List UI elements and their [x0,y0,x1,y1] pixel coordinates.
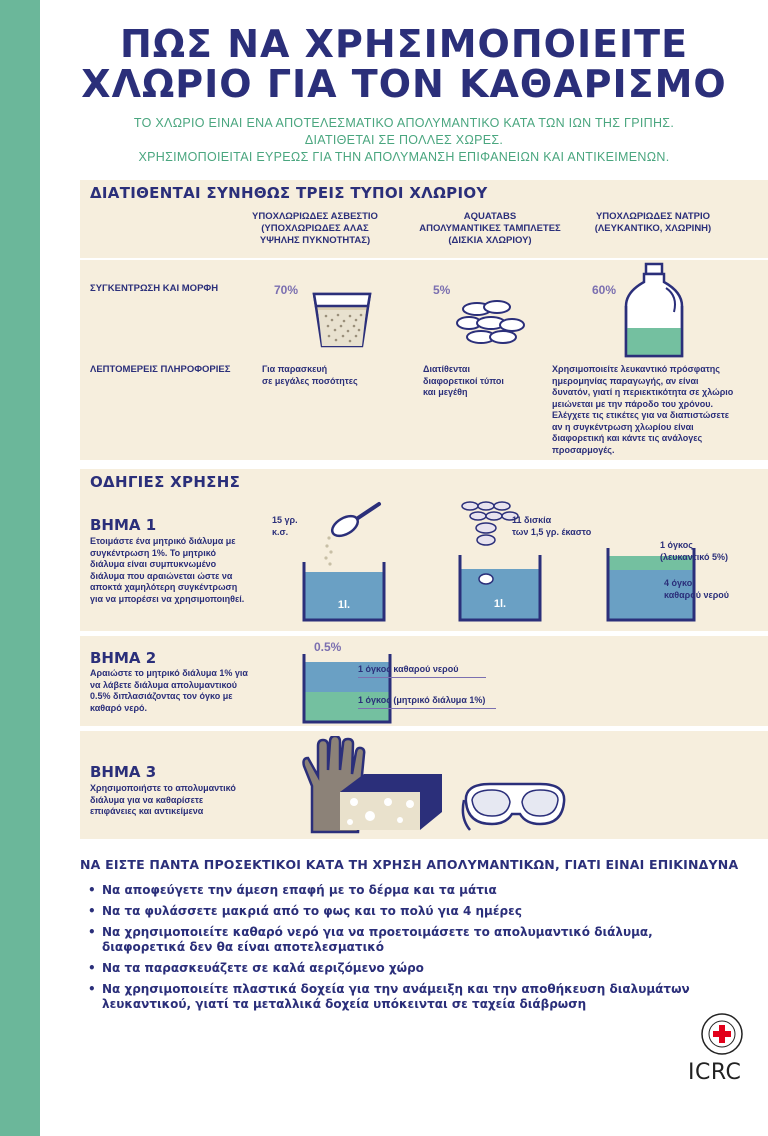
label-underline [358,677,486,678]
detail-line: μειώνεται με την πάροδο του χρόνου. [552,398,713,409]
powder-cup-icon [308,286,376,348]
detail-line: διαφορετική και κάντε τις ανάλογες [552,433,703,443]
icrc-logo-text: ICRC [688,1060,742,1085]
warning-heading: ΝΑ ΕΙΣΤΕ ΠΑΝΤΑ ΠΡΟΣΕΚΤΙΚΟΙ ΚΑΤΑ ΤΗ ΧΡΗΣΗ ΑΠΟΛΥΜΑΝΤΙΚΩΝ, ΓΙΑΤΙ ΕΙΝΑΙ ΕΠΙΚΙΝΔΥΝΑ [80,857,739,872]
bucket-icon [458,555,542,622]
step-text-line: Ετοιμάστε ένα μητρικό διάλυμα με [90,536,236,546]
step2-title: ΒΗΜΑ 2 [90,649,157,667]
label-line: 1 όγκος [660,540,693,550]
list-item: • Να τα φυλάσσετε μακριά από το φως και το πολύ για 4 ημέρες [88,904,728,919]
label-line: 15 γρ. [272,515,298,525]
step3-title: ΒΗΜΑ 3 [90,763,157,781]
page-title-line-1: ΠΩΣ ΝΑ ΧΡΗΣΙΜΟΠΟΙΕΙΤΕ [119,22,689,66]
bleach-volume-label [660,540,728,563]
column-header-line: AQUATABS [463,211,517,222]
spoon-label [272,515,298,538]
column-header-sodium [578,211,728,235]
step-text-line: συγκέντρωση 1%. Το μητρικό [90,547,216,558]
detail-line: διαφορετικοί τύποι [423,375,504,386]
label-line: (λευκαντικό 5%) [660,551,729,562]
diluted-percent: 0.5% [314,640,342,654]
left-accent-bar [0,0,40,1136]
chlorine-tablets-icon [455,295,527,347]
detail-line: δυνατόν, γιατί η περιεκτικότητα σε χλώριο [552,387,734,397]
safety-goggles-icon [460,778,572,834]
step-text-line: να λάβετε διάλυμα απολυμαντικού [90,679,237,690]
column-header-line: (ΛΕΥΚΑΝΤΙΚΟ, ΧΛΩΡΙΝΗ) [594,223,712,234]
measuring-spoon-icon [315,500,385,570]
detail-aquatabs [423,364,553,399]
label-line: καθαρού νερού [664,589,730,600]
column-header-calcium [240,211,390,247]
types-heading: ΔΙΑΤΙΘΕΝΤΑΙ ΣΥΝΗΘΩΣ ΤΡΕΙΣ ΤΥΠΟΙ ΧΛΩΡΙΟΥ [80,180,768,206]
row-label-details: ΛΕΠΤΟΜΕΡΕΙΣ ΠΛΗΡΟΦΟΡΙΕΣ [90,364,231,375]
step-text-line: καθαρό νερό. [90,702,148,713]
intro-line: ΤΟ ΧΛΩΡΙΟ ΕΙΝΑΙ ΕΝΑ ΑΠΟΤΕΛΕΣΜΑΤΙΚΟ ΑΠΟΛΥΜΑΝΤΙΚΟ ΚΑΤΑ ΤΩΝ ΙΩΝ ΤΗΣ ΓΡΙΠΗΣ. [133,116,675,130]
step2-text [90,668,300,714]
bucket-volume-label: 1l. [493,598,507,610]
step-text-line: Αραιώστε το μητρικό διάλυμα 1% για [90,668,248,678]
detail-line: Για παρασκευή [262,364,328,374]
detail-line: Ελέγχετε τις ετικέτες για να διαπιστώσετε [552,410,730,420]
percent-aquatabs: 5% [433,283,451,297]
column-header-line: ΥΨΗΛΗΣ ΠΥΚΝΟΤΗΤΑΣ) [259,235,371,246]
detail-line: Διατίθενται [423,364,470,374]
divider [80,460,768,464]
red-cross-emblem-icon [700,1012,744,1056]
step2-water-label: 1 όγκος καθαρού νερού [358,664,459,674]
page-title-line-2: ΧΛΩΡΙΟ ΓΙΑ ΤΟΝ ΚΑΘΑΡΙΣΜΟ [81,62,727,106]
column-header-aquatabs [410,211,570,247]
row-label-concentration: ΣΥΓΚΕΝΤΡΩΣΗ ΚΑΙ ΜΟΡΦΗ [90,283,219,294]
detail-line: προσαρμογές. [552,444,615,455]
column-header-line: ΥΠΟΧΛΩΡΙΩΔΕΣ ΑΣΒΕΣΤΙΟ [252,211,378,222]
step1-title: ΒΗΜΑ 1 [90,516,157,534]
column-header-line: (ΔΙΣΚΙΑ ΧΛΩΡΙΟΥ) [448,235,532,246]
poster [40,0,768,1136]
column-header-line: ΥΠΟΧΛΩΡΙΩΔΕΣ ΝΑΤΡΙΟ [595,211,711,222]
detail-line: ημερομηνίας παραγωγής, αν είναι [552,375,699,386]
step3-text [90,783,290,818]
intro-line: ΔΙΑΤΙΘΕΤΑΙ ΣΕ ΠΟΛΛΕΣ ΧΩΡΕΣ. [304,133,504,147]
step-text-line: αποκτά χαμηλότερη συγκέντρωση [90,582,238,592]
step-text-line: διάλυμα για να καθαρίσετε [90,794,204,805]
detail-line: Χρησιμοποιείτε λευκαντικό πρόσφατης [552,364,720,374]
step-text-line: Χρησιμοποιήστε το απολυμαντικό [90,783,236,793]
list-item: • Να αποφεύγετε την άμεση επαφή με το δέρμα και τα μάτια [88,883,728,898]
instructions-heading: ΟΔΗΓΙΕΣ ΧΡΗΣΗΣ [80,469,768,495]
step-text-line: επιφάνειες και αντικείμενα [90,806,204,816]
step-text-line: για να μπορέσει να χρησιμοποιηθεί. [90,593,245,604]
column-header-line: ΑΠΟΛΥΜΑΝΤΙΚΕΣ ΤΑΜΠΛΕΤΕΣ [419,223,561,234]
step-text-line: διάλυμα είναι συμπυκνωμένο [90,559,217,569]
step-text-line: 0.5% διπλασιάζοντας τον όγκο με [90,691,233,701]
label-line: 11 δισκία [512,515,552,525]
sponge-icon [336,772,446,834]
bucket-volume-label: 1l. [337,599,351,611]
intro-text [40,115,768,166]
step2-mother-label: 1 όγκος (μητρικό διάλυμα 1%) [358,695,486,705]
column-header-line: (ΥΠΟΧΛΩΡΙΩΔΕΣ ΑΛΑΣ [261,223,369,234]
detail-line: και μεγέθη [423,387,468,397]
bucket-icon [302,562,386,622]
step-text-line: διάλυμα που αραιώνεται ώστε να [90,570,233,581]
detail-line: αν η συγκέντρωση χλωρίου είναι [552,421,694,432]
water-volume-label [664,578,729,601]
detail-sodium-extra [552,410,742,456]
detail-line: σε μεγάλες ποσότητες [262,375,358,386]
list-item: • Να χρησιμοποιείτε καθαρό νερό για να προετοιμάσετε το απολυμαντικό διάλυμα, διαφορετικά δεν θα είναι αποτελεσματικό [88,925,728,955]
list-item: • Να τα παρασκευάζετε σε καλά αεριζόμενο χώρο [88,961,728,976]
label-line: των 1,5 γρ. έκαστο [512,526,592,537]
label-underline [358,708,496,709]
list-item: • Να χρησιμοποιείτε πλαστικά δοχεία για την ανάμειξη και την αποθήκευση διαλυμάτων λευκαντικού, γιατί τα μεταλλικά δοχεία υπόκεινται σε ταχεία διάβρωση [88,982,728,1012]
detail-calcium [262,364,392,387]
warning-list [88,883,728,1018]
intro-line: ΧΡΗΣΙΜΟΠΟΙΕΙΤΑΙ ΕΥΡΕΩΣ ΓΙΑ ΤΗΝ ΑΠΟΛΥΜΑΝΣΗ ΕΠΙΦΑΝΕΙΩΝ ΚΑΙ ΑΝΤΙΚΕΙΜΕΝΩΝ. [138,150,670,164]
bleach-bottle-icon [622,262,686,360]
label-line: κ.σ. [272,526,289,537]
step1-text [90,536,290,605]
percent-sodium: 60% [592,283,617,297]
divider [80,258,768,260]
label-line: 4 όγκοι [664,578,695,588]
tablets-label [512,515,591,538]
percent-calcium: 70% [274,283,299,297]
detail-sodium [552,364,742,410]
